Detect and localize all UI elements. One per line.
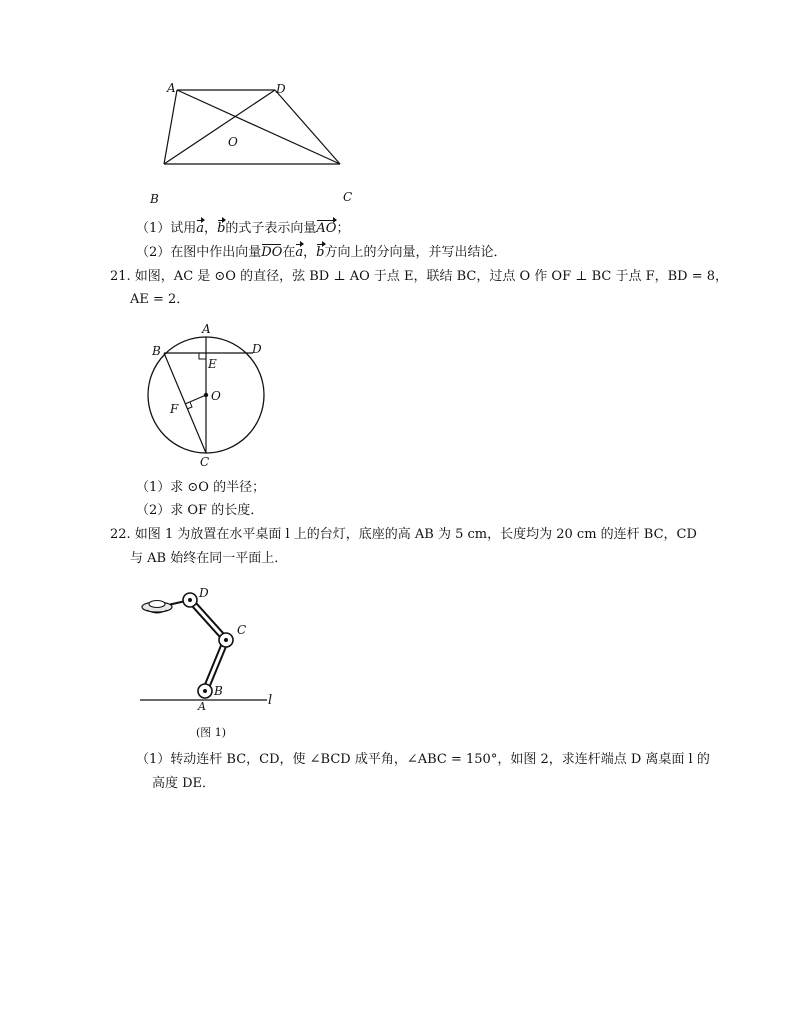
figure-caption: (图 1): [196, 726, 227, 739]
label-B: B: [152, 344, 161, 358]
label-O: O: [228, 135, 238, 149]
vector-AO: AO: [316, 221, 337, 236]
vector-b-2: b: [316, 245, 325, 260]
label-l: l: [268, 693, 273, 708]
label-C: C: [200, 455, 210, 469]
q21-line2: AE = 2．: [130, 292, 190, 307]
q21-part2: （2）求 OF 的长度．: [136, 503, 264, 518]
label-C: C: [237, 623, 247, 637]
circle-figure: [140, 318, 280, 473]
vector-a: a: [196, 221, 205, 236]
vector-a-2: a: [295, 245, 304, 260]
vector-DO: DO: [261, 245, 283, 260]
label-A: A: [198, 700, 206, 713]
q22-line2: 与 AB 始终在同一平面上．: [130, 551, 288, 566]
q20-part2: （2）在图中作出向量DO在a，b方向上的分向量，并写出结论．: [136, 245, 507, 260]
label-C: C: [343, 190, 353, 204]
label-D: D: [199, 586, 209, 600]
desk-lamp-figure: [135, 583, 285, 711]
q22-line1: 22. 如图 1 为放置在水平桌面 l 上的台灯，底座的高 AB 为 5 cm，长度均为 20 cm 的连杆 BC，CD: [110, 527, 697, 542]
label-D: D: [252, 342, 262, 356]
q21-part1: （1）求 ⊙O 的半径；: [136, 480, 266, 495]
label-F: F: [170, 402, 179, 416]
label-O: O: [211, 389, 221, 403]
label-D: D: [276, 82, 286, 96]
label-B: B: [150, 192, 159, 206]
trapezoid-figure: [150, 75, 370, 215]
label-E: E: [208, 357, 217, 371]
q22-part1-line2: 高度 DE．: [152, 776, 216, 791]
label-A: A: [167, 81, 176, 95]
label-A: A: [202, 322, 211, 336]
vector-b: b: [217, 221, 226, 236]
label-B: B: [214, 684, 223, 698]
q21-line1: 21. 如图，AC 是 ⊙O 的直径，弦 BD ⊥ AO 于点 E，联结 BC，过点 O 作 OF ⊥ BC 于点 F，BD = 8，: [110, 269, 729, 284]
q22-part1-line1: （1）转动连杆 BC，CD，使 ∠BCD 成平角，∠ABC = 150°，如图 2，求连杆端点 D 离桌面 l 的: [136, 752, 710, 767]
q20-part1: （1）试用a，b的式子表示向量AO；: [136, 221, 350, 236]
